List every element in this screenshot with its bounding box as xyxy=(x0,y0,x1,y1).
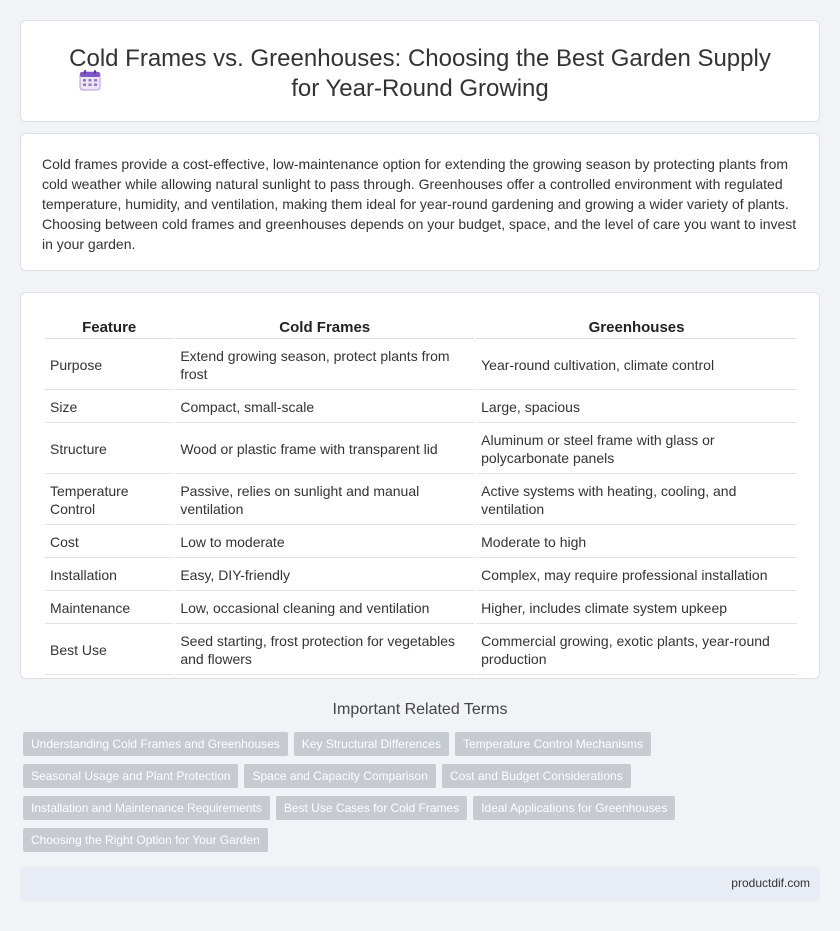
table-cell: Compact, small-scale xyxy=(175,392,474,423)
table-cell: Seed starting, frost protection for vegetables and flowers xyxy=(175,626,474,675)
table-cell: Maintenance xyxy=(45,593,173,624)
table-cell: Purpose xyxy=(45,341,173,390)
table-cell: Commercial growing, exotic plants, year-round production xyxy=(476,626,797,675)
column-header-greenhouses: Greenhouses xyxy=(476,316,797,339)
table-cell: Low, occasional cleaning and ventilation xyxy=(175,593,474,624)
comparison-table xyxy=(43,314,799,677)
related-terms-section xyxy=(20,700,820,852)
table-cell: Active systems with heating, cooling, and ventilation xyxy=(476,476,797,525)
table-row xyxy=(45,560,797,591)
related-terms-list xyxy=(20,732,820,852)
intro-paragraph: Cold frames provide a cost-effective, low-maintenance option for extending the growing season by protecting plants from cold weather while allowing natural sunlight to pass through. Greenhouses offer a controlled environment with regulated temperature, humidity, and ventilation, making them ideal for year-round gardening and growing a wider variety of plants. Choosing between cold frames and greenhouses depends on your budget, space, and the level of care you want to invest in your garden. xyxy=(42,156,797,252)
table-row xyxy=(45,425,797,474)
page-title: Cold Frames vs. Greenhouses: Choosing the Best Garden Supply for Year-Round Growing xyxy=(69,45,771,102)
table-cell: Wood or plastic frame with transparent lid xyxy=(175,425,474,474)
table-row xyxy=(45,341,797,390)
table-row xyxy=(45,593,797,624)
related-term-tag[interactable]: Space and Capacity Comparison xyxy=(244,764,435,788)
table-cell: Higher, includes climate system upkeep xyxy=(476,593,797,624)
related-terms-heading: Important Related Terms xyxy=(332,701,508,718)
table-cell: Temperature Control xyxy=(45,476,173,525)
table-cell: Complex, may require professional installation xyxy=(476,560,797,591)
table-cell: Aluminum or steel frame with glass or polycarbonate panels xyxy=(476,425,797,474)
related-term-tag[interactable]: Cost and Budget Considerations xyxy=(442,764,631,788)
table-row xyxy=(45,527,797,558)
related-term-tag[interactable]: Seasonal Usage and Plant Protection xyxy=(23,764,238,788)
intro-card xyxy=(20,133,820,271)
related-term-tag[interactable]: Temperature Control Mechanisms xyxy=(455,732,651,756)
table-cell: Moderate to high xyxy=(476,527,797,558)
related-term-tag[interactable]: Best Use Cases for Cold Frames xyxy=(276,796,467,820)
table-cell: Low to moderate xyxy=(175,527,474,558)
comparison-card xyxy=(20,292,820,679)
table-cell: Cost xyxy=(45,527,173,558)
related-term-tag[interactable]: Choosing the Right Option for Your Garden xyxy=(23,828,268,852)
related-term-tag[interactable]: Key Structural Differences xyxy=(294,732,449,756)
table-row xyxy=(45,476,797,525)
footer xyxy=(20,867,820,901)
related-term-tag[interactable]: Ideal Applications for Greenhouses xyxy=(473,796,675,820)
column-header-cold-frames: Cold Frames xyxy=(175,316,474,339)
table-cell: Easy, DIY-friendly xyxy=(175,560,474,591)
table-cell: Structure xyxy=(45,425,173,474)
table-cell: Installation xyxy=(45,560,173,591)
table-cell: Year-round cultivation, climate control xyxy=(476,341,797,390)
related-term-tag[interactable]: Installation and Maintenance Requirements xyxy=(23,796,270,820)
table-cell: Extend growing season, protect plants from frost xyxy=(175,341,474,390)
table-cell: Best Use xyxy=(45,626,173,675)
table-cell: Passive, relies on sunlight and manual ventilation xyxy=(175,476,474,525)
table-cell: Large, spacious xyxy=(476,392,797,423)
title-card xyxy=(20,20,820,122)
related-term-tag[interactable]: Understanding Cold Frames and Greenhouses xyxy=(23,732,288,756)
table-cell: Size xyxy=(45,392,173,423)
table-row xyxy=(45,626,797,675)
column-header-feature: Feature xyxy=(45,316,173,339)
footer-site-link[interactable]: productdif.com xyxy=(731,876,810,890)
table-row xyxy=(45,392,797,423)
